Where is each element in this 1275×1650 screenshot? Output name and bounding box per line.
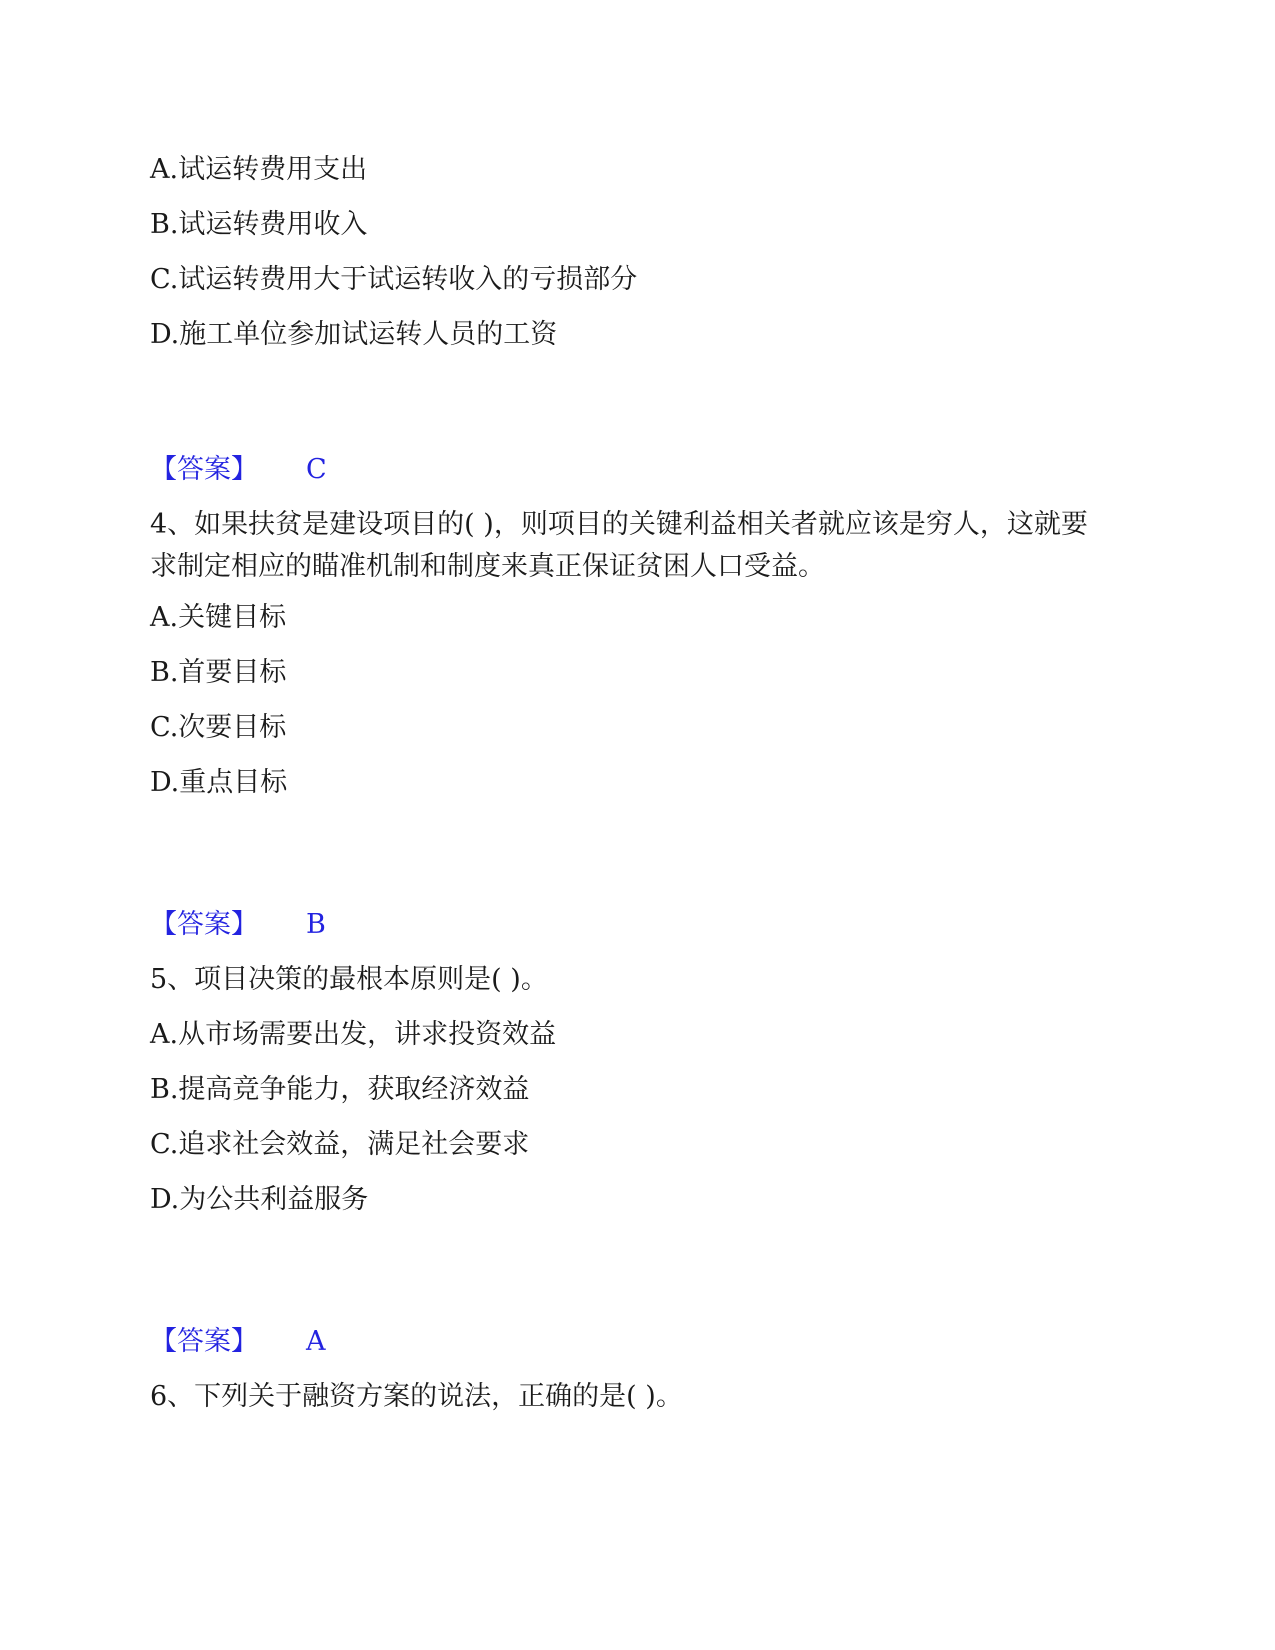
answer-value: A — [306, 1326, 326, 1357]
q4-option-a: A.关键目标 — [150, 602, 287, 633]
q4-option-b: B.首要目标 — [150, 657, 287, 688]
q4-option-d: D.重点目标 — [150, 767, 288, 798]
q3-option-b: B.试运转费用收入 — [150, 209, 368, 240]
q4-option-c: C.次要目标 — [150, 712, 287, 743]
q3-option-a: A.试运转费用支出 — [150, 154, 368, 185]
q5-stem: 5、项目决策的最根本原则是( )。 — [150, 964, 548, 995]
answer-label: 【答案】 — [150, 1326, 258, 1357]
q3-option-d: D.施工单位参加试运转人员的工资 — [150, 319, 558, 350]
q5-option-d: D.为公共利益服务 — [150, 1184, 369, 1215]
q4-answer — [150, 905, 326, 945]
answer-label: 【答案】 — [150, 909, 258, 940]
answer-value: C — [306, 454, 327, 485]
q6-stem: 6、下列关于融资方案的说法，正确的是( )。 — [150, 1381, 683, 1412]
q5-option-b: B.提高竞争能力，获取经济效益 — [150, 1074, 530, 1105]
q5-option-a: A.从市场需要出发，讲求投资效益 — [150, 1019, 557, 1050]
q5-answer — [150, 1322, 326, 1362]
q4-stem: 4、如果扶贫是建设项目的( )，则项目的关键利益相关者就应该是穷人，这就要求制定相应的瞄准机制和制度来真正保证贫困人口受益。 — [150, 509, 1088, 582]
q5-option-c: C.追求社会效益，满足社会要求 — [150, 1129, 530, 1160]
q3-answer — [150, 450, 327, 490]
q3-option-c: C.试运转费用大于试运转收入的亏损部分 — [150, 264, 638, 295]
answer-value: B — [306, 909, 326, 940]
answer-label: 【答案】 — [150, 454, 258, 485]
